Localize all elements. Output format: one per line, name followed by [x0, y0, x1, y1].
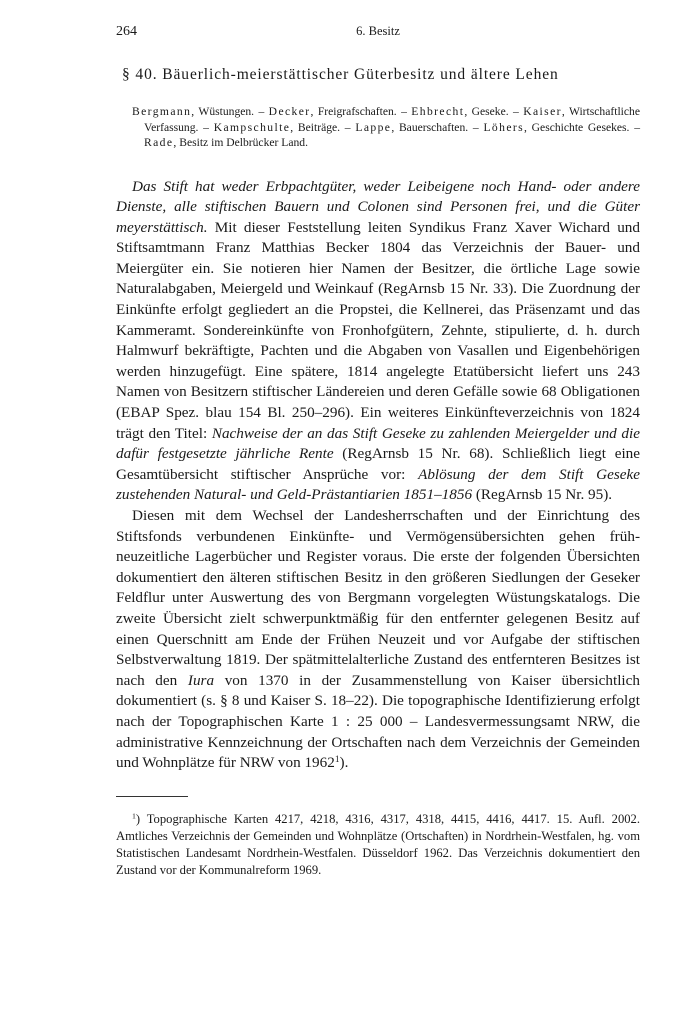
text-run: Diesen mit dem Wechsel der Landesherrschaften und der Einrichtung des Stiftsfonds verbundenen Einkünfte- und Vermögensübersichten gehen frühneuzeitliche Lagerbücher und Register voraus. Die erste der folgenden Übersichten dokumentiert den älteren stiftischen Besitz in den größeren Siedlungen der Geseker Feldflur unter Auswertung des von Bergmann vorgelegten Wüstungskatalogs. Die zweite Übersicht zielt schwerpunktmäßig für den entfernter gelegenen Besitz auf einen Querschnitt am Ende der Frühen Neuzeit und vor Aufgabe der stiftischen Selbstverwaltung 1819. Der spätmittelalterliche Zustand des entfernteren Besitzes ist nach den [116, 507, 640, 689]
bib-title: , Geschichte Gesekes. – [524, 120, 640, 134]
text-run: (RegArnsb 15 Nr. 68). Schließlich liegt eine Gesamtübersicht stiftischer Ansprüche vor: [116, 445, 640, 483]
text-run: ). [339, 754, 349, 772]
paragraph-2 [116, 506, 640, 774]
bib-title: , Geseke. – [464, 105, 524, 118]
bib-title: , Wirtschaftliche Verfassung. – [144, 105, 640, 134]
bib-author: Kampschulte [213, 120, 291, 134]
footnote-marker: 1 [132, 811, 136, 821]
document-page [116, 24, 640, 879]
footnote-1 [116, 811, 640, 879]
text-run: von 1370 in der Zusammenstellung von Kaiser übersichtlich dokumentiert (s. § 8 und Kaiser S. 18–22). Die topographische Identifizierung erfolgt nach der Topographischen Karte 1 : 25 000 – Landesvermessungsamt NRW, die administrative Kennzeichnung der Ortschaften nach dem Verzeichnis der Gemeinden und Wohnplätze für NRW von 1962 [116, 671, 640, 772]
italic-title: Nachweise der an das Stift Geseke zu zahlenden Meiergelder und die dafür festgesetzte jährliche Rente [116, 424, 640, 463]
bib-author: Lappe [355, 120, 392, 134]
bib-title: , Bauerschaften. – [391, 120, 484, 134]
page-number: 264 [116, 24, 137, 39]
bib-author: Decker [268, 105, 311, 118]
bib-title: , Besitz im Delbrücker Land. [173, 136, 308, 149]
footnote-text: ) Topographische Karten 4217, 4218, 4316, 4317, 4318, 4415, 4416, 4417. 15. Aufl. 2002. Amtliches Verzeichnis der Gemeinden und Wohnplätze (Ortschaften) in Nordrhein-Westfalen, hg. vom Statistischen Landesamt Nordrhein-Westfalen. Düsseldorf 1962. Das Verzeichnis dokumentiert den Zustand vor der Kommunalreform 1969. [116, 811, 640, 877]
text-run: (RegArnsb 15 Nr. 95). [472, 486, 613, 504]
bib-author: Bergmann [132, 105, 192, 118]
italic-quote: Das Stift hat weder Erbpachtgüter, weder Leibeigene noch Hand- oder andere Dienste, alle stiftischen Bauern und Colonen sind Personen frei, und die Güter meyerstättisch. [116, 177, 640, 236]
chapter-title: 6. Besitz [356, 24, 400, 38]
bib-author: Löhers [483, 120, 525, 134]
bib-title: , Beiträge. – [290, 120, 356, 134]
italic-term: Iura [187, 671, 215, 689]
body-text [116, 177, 640, 774]
footnote-reference[interactable]: 1 [334, 754, 340, 765]
text-run: Mit dieser Feststellung leiten Syndikus Franz Xaver Wichard und Stiftsamtmann Franz Matthias Becker 1804 das Verzeichnis der Bauer- und Meiergüter ein. Sie notieren hier Namen der Besitzer, die örtliche Lage sowie Naturalabgaben, Meiergeld und Weinkauf (RegArnsb 15 Nr. 33). Die Zuordnung der Einkünfte erfolgt gegliedert an die Propstei, die Kellnerei, das Präsenzamt und das Kammeramt. Sondereinkünfte von Fronhofgütern, Zehnte, stipulierte, d. h. durch Halmwurf bekräftigte, Pachten und die Abgaben von Vasallen und Eigenbehörigen werden hinzugefügt. Eine spätere, 1814 angelegte Etatübersicht liefert uns 243 Namen von Besitzern stiftischer Ländereien und deren Gefälle sowie 68 Obligationen (EBAP Spez. blau 154 Bl. 250–296). Ein weiteres Einkünfteverzeichnis von 1824 trägt den Titel: [116, 218, 640, 442]
running-header [116, 24, 640, 44]
section-heading: § 40. Bäuerlich-meierstättischer Güterbesitz und ältere Lehen [122, 66, 559, 83]
bib-author: Rade [144, 136, 174, 149]
bib-title: , Freigrafschaften. – [310, 105, 412, 118]
paragraph-1 [116, 177, 640, 507]
bib-author: Ehbrecht [411, 105, 465, 118]
footnote-divider [116, 796, 188, 797]
bibliography [132, 104, 640, 151]
italic-title: Ablösung der dem Stift Geseke zustehenden Natural- und Geld-Prästantiarien 1851–1856 [116, 465, 640, 504]
bib-author: Kaiser [523, 105, 562, 118]
bib-title: , Wüstungen. – [191, 105, 269, 118]
